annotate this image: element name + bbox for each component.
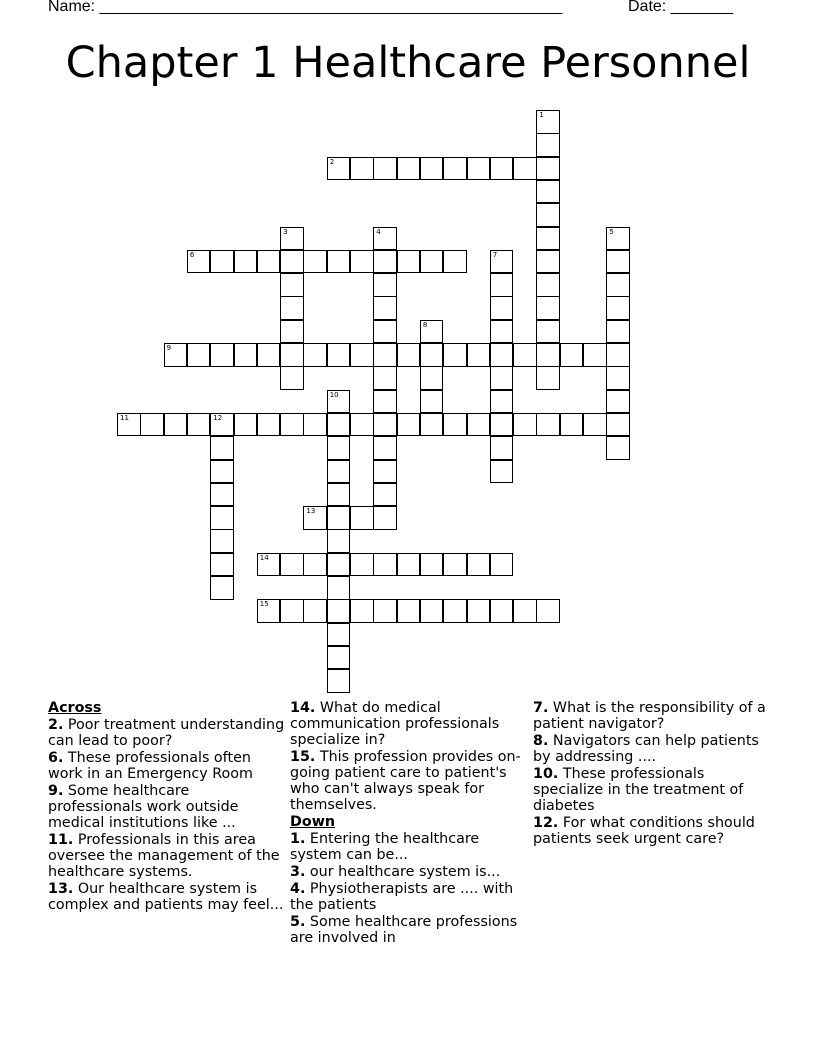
clue-text: Professionals in this area oversee the management of the healthcare systems. — [48, 832, 280, 880]
crossword-cell[interactable] — [513, 343, 537, 367]
crossword-cell[interactable] — [327, 669, 351, 693]
crossword-cell[interactable] — [350, 599, 374, 623]
clue-number-label: 3. — [290, 864, 306, 880]
clue-number-label: 9. — [48, 783, 64, 799]
crossword-cell[interactable] — [513, 599, 537, 623]
crossword-cell[interactable] — [397, 553, 421, 577]
crossword-cell[interactable] — [234, 250, 258, 274]
crossword-cell[interactable] — [560, 413, 584, 437]
crossword-cell[interactable] — [373, 296, 397, 320]
crossword-cell[interactable] — [443, 250, 467, 274]
crossword-cell[interactable] — [350, 553, 374, 577]
crossword-cell[interactable] — [280, 599, 304, 623]
crossword-cell[interactable] — [420, 157, 444, 181]
crossword-cell[interactable] — [257, 599, 281, 623]
crossword-cell[interactable] — [397, 250, 421, 274]
crossword-cell[interactable] — [536, 110, 560, 134]
crossword-cell[interactable] — [327, 646, 351, 670]
crossword-cell[interactable] — [606, 320, 630, 344]
clue-number-label: 7. — [533, 700, 549, 716]
crossword-cell[interactable] — [420, 553, 444, 577]
crossword-cell[interactable] — [327, 529, 351, 553]
crossword-cell[interactable] — [327, 343, 351, 367]
crossword-cell[interactable] — [280, 343, 304, 367]
crossword-cell[interactable] — [606, 366, 630, 390]
crossword-cell[interactable] — [467, 157, 491, 181]
crossword-cell[interactable] — [327, 506, 351, 530]
crossword-cell[interactable] — [234, 413, 258, 437]
crossword-cell[interactable] — [583, 413, 607, 437]
crossword-cell[interactable] — [397, 599, 421, 623]
crossword-cell[interactable] — [210, 576, 234, 600]
date-field-label: Date: _______ — [628, 0, 733, 15]
crossword-cell[interactable] — [490, 250, 514, 274]
crossword-cell[interactable] — [606, 413, 630, 437]
clue-item — [290, 914, 525, 946]
crossword-cell[interactable] — [490, 296, 514, 320]
clues-column-2 — [290, 700, 525, 947]
crossword-cell[interactable] — [606, 436, 630, 460]
crossword-cell[interactable] — [373, 157, 397, 181]
crossword-cell[interactable] — [373, 460, 397, 484]
crossword-cell[interactable] — [303, 506, 327, 530]
clue-item — [48, 881, 286, 913]
crossword-cell[interactable] — [583, 343, 607, 367]
crossword-cell[interactable] — [327, 623, 351, 647]
crossword-cell[interactable] — [210, 413, 234, 437]
crossword-cell[interactable] — [373, 343, 397, 367]
clue-text: Some healthcare professionals work outside medical institutions like ... — [48, 783, 239, 831]
clue-text: Our healthcare system is complex and patients may feel... — [48, 881, 284, 913]
clues-column-1 — [48, 700, 286, 914]
crossword-cell[interactable] — [536, 320, 560, 344]
crossword-cell[interactable] — [373, 390, 397, 414]
crossword-cell[interactable] — [420, 390, 444, 414]
crossword-cell[interactable] — [327, 576, 351, 600]
crossword-cell[interactable] — [443, 553, 467, 577]
clue-item — [48, 783, 286, 831]
clue-number-label: 14. — [290, 700, 316, 716]
crossword-cell[interactable] — [210, 483, 234, 507]
crossword-cell[interactable] — [280, 413, 304, 437]
clue-item — [533, 733, 773, 765]
crossword-cell[interactable] — [490, 273, 514, 297]
clue-number: 5 — [609, 227, 614, 236]
crossword-cell[interactable] — [350, 413, 374, 437]
crossword-cell[interactable] — [327, 599, 351, 623]
crossword-cell[interactable] — [490, 320, 514, 344]
crossword-cell[interactable] — [373, 320, 397, 344]
crossword-cell[interactable] — [606, 390, 630, 414]
crossword-cell[interactable] — [420, 343, 444, 367]
crossword-cell[interactable] — [490, 460, 514, 484]
crossword-cell[interactable] — [210, 553, 234, 577]
clue-number-label: 13. — [48, 881, 74, 897]
crossword-cell[interactable] — [257, 250, 281, 274]
crossword-cell[interactable] — [373, 273, 397, 297]
crossword-cell[interactable] — [210, 529, 234, 553]
crossword-cell[interactable] — [490, 343, 514, 367]
crossword-cell[interactable] — [513, 157, 537, 181]
crossword-cell[interactable] — [536, 273, 560, 297]
crossword-cell[interactable] — [187, 250, 211, 274]
crossword-cell[interactable] — [373, 436, 397, 460]
crossword-cell[interactable] — [420, 320, 444, 344]
crossword-cell[interactable] — [280, 366, 304, 390]
crossword-cell[interactable] — [373, 483, 397, 507]
crossword-cell[interactable] — [327, 157, 351, 181]
clue-number-label: 2. — [48, 717, 64, 733]
clue-number-label: 12. — [533, 815, 559, 831]
clue-number: 3 — [283, 227, 288, 236]
crossword-cell[interactable] — [373, 227, 397, 251]
crossword-cell[interactable] — [327, 250, 351, 274]
clue-item — [48, 750, 286, 782]
crossword-cell[interactable] — [536, 296, 560, 320]
crossword-cell[interactable] — [467, 553, 491, 577]
clue-text: What do medical communication professionals specialize in? — [290, 700, 500, 748]
crossword-cell[interactable] — [397, 157, 421, 181]
crossword-cell[interactable] — [327, 553, 351, 577]
crossword-cell[interactable] — [536, 203, 560, 227]
crossword-cell[interactable] — [373, 366, 397, 390]
crossword-cell[interactable] — [420, 250, 444, 274]
crossword-cell[interactable] — [443, 599, 467, 623]
crossword-cell[interactable] — [536, 133, 560, 157]
clue-text: This profession provides on-going patient care to patient's who can't always speak for themselves. — [290, 749, 521, 813]
crossword-cell[interactable] — [373, 413, 397, 437]
crossword-cell[interactable] — [210, 460, 234, 484]
crossword-cell[interactable] — [327, 390, 351, 414]
crossword-cell[interactable] — [536, 413, 560, 437]
crossword-cell[interactable] — [350, 343, 374, 367]
crossword-cell[interactable] — [513, 413, 537, 437]
crossword-cell[interactable] — [280, 273, 304, 297]
crossword-cell[interactable] — [536, 250, 560, 274]
clue-number: 11 — [120, 413, 129, 422]
clue-number: 8 — [422, 320, 428, 329]
clue-number: 14 — [259, 553, 269, 562]
clue-text: For what conditions should patients seek urgent care? — [533, 815, 755, 847]
crossword-cell[interactable] — [164, 343, 188, 367]
crossword-cell[interactable] — [210, 436, 234, 460]
clue-number-label: 15. — [290, 749, 316, 765]
crossword-cell[interactable] — [210, 343, 234, 367]
crossword-cell[interactable] — [467, 413, 491, 437]
crossword-cell[interactable] — [490, 599, 514, 623]
crossword-cell[interactable] — [234, 343, 258, 367]
section-heading-across: Across — [48, 700, 102, 716]
crossword-cell[interactable] — [327, 413, 351, 437]
clue-text: These professionals specialize in the treatment of diabetes — [533, 766, 744, 814]
crossword-cell[interactable] — [490, 413, 514, 437]
clue-number: 12 — [213, 413, 223, 422]
clues-column-3 — [533, 700, 773, 848]
clue-item — [533, 700, 773, 732]
crossword-cell[interactable] — [560, 343, 584, 367]
crossword-cell[interactable] — [420, 413, 444, 437]
crossword-cell[interactable] — [350, 506, 374, 530]
clue-number-label: 8. — [533, 733, 549, 749]
crossword-cell[interactable] — [606, 250, 630, 274]
clue-item — [290, 864, 525, 880]
crossword-cell[interactable] — [373, 553, 397, 577]
clue-number: 9 — [166, 344, 172, 352]
crossword-cell[interactable] — [443, 343, 467, 367]
clue-number: 4 — [376, 227, 381, 236]
clue-item — [290, 700, 525, 748]
crossword-cell[interactable] — [467, 343, 491, 367]
crossword-cell[interactable] — [327, 436, 351, 460]
crossword-cell[interactable] — [280, 227, 304, 251]
clue-item — [290, 749, 525, 813]
clue-number-label: 10. — [533, 766, 559, 782]
crossword-cell[interactable] — [536, 366, 560, 390]
crossword-cell[interactable] — [606, 273, 630, 297]
clue-text: Navigators can help patients by addressing .... — [533, 733, 759, 765]
clue-text: Physiotherapists are .... with the patients — [290, 881, 514, 913]
crossword-cell[interactable] — [303, 413, 327, 437]
crossword-cell[interactable] — [187, 343, 211, 367]
crossword-cell[interactable] — [536, 599, 560, 623]
crossword-cell[interactable] — [373, 506, 397, 530]
crossword-cell[interactable] — [280, 320, 304, 344]
crossword-cell[interactable] — [327, 460, 351, 484]
crossword-cell[interactable] — [327, 483, 351, 507]
crossword-cell[interactable] — [117, 413, 141, 437]
crossword-cell[interactable] — [303, 343, 327, 367]
clue-item — [533, 766, 773, 814]
crossword-cell[interactable] — [280, 553, 304, 577]
crossword-cell[interactable] — [210, 506, 234, 530]
clue-item — [290, 881, 525, 913]
clue-item — [48, 832, 286, 880]
crossword-cell[interactable] — [490, 436, 514, 460]
crossword-cell[interactable] — [373, 250, 397, 274]
crossword-cell[interactable] — [606, 227, 630, 251]
clue-number: 2 — [329, 157, 335, 166]
crossword-cell[interactable] — [210, 250, 234, 274]
page-title: Chapter 1 Healthcare Personnel — [65, 38, 751, 88]
crossword-cell[interactable] — [606, 343, 630, 367]
clue-item — [290, 831, 525, 863]
crossword-cell[interactable] — [420, 599, 444, 623]
crossword-cell[interactable] — [536, 227, 560, 251]
crossword-cell[interactable] — [443, 413, 467, 437]
clue-item — [48, 717, 286, 749]
clue-number-label: 5. — [290, 914, 306, 930]
clue-number: 10 — [329, 390, 339, 399]
crossword-cell[interactable] — [467, 599, 491, 623]
clue-number-label: 6. — [48, 750, 64, 766]
crossword-cell[interactable] — [257, 343, 281, 367]
crossword-cell[interactable] — [536, 180, 560, 204]
crossword-cell[interactable] — [303, 553, 327, 577]
crossword-cell[interactable] — [490, 553, 514, 577]
clue-text: our healthcare system is... — [305, 864, 501, 880]
crossword-cell[interactable] — [397, 413, 421, 437]
crossword-cell[interactable] — [490, 366, 514, 390]
crossword-cell[interactable] — [303, 250, 327, 274]
clue-number-label: 4. — [290, 881, 306, 897]
crossword-cell[interactable] — [280, 296, 304, 320]
clue-text: These professionals often work in an Emergency Room — [48, 750, 253, 782]
name-field-label: Name: ____________________________________________________ — [48, 0, 563, 15]
crossword-cell[interactable] — [420, 366, 444, 390]
clue-text: Poor treatment understanding can lead to poor? — [48, 717, 285, 749]
crossword-cell[interactable] — [373, 599, 397, 623]
clue-number: 6 — [189, 250, 195, 259]
crossword-cell[interactable] — [187, 413, 211, 437]
clue-number: 7 — [492, 250, 498, 259]
crossword-cell[interactable] — [350, 157, 374, 181]
crossword-cell[interactable] — [536, 157, 560, 181]
section-heading-down: Down — [290, 814, 336, 830]
crossword-cell[interactable] — [164, 413, 188, 437]
clue-text: Entering the healthcare system can be... — [290, 831, 480, 863]
clue-text: Some healthcare professions are involved in — [290, 914, 518, 946]
clue-number-label: 1. — [290, 831, 306, 847]
crossword-cell[interactable] — [257, 553, 281, 577]
clue-number: 1 — [539, 111, 544, 119]
clue-number: 13 — [306, 507, 316, 516]
clue-number-label: 11. — [48, 832, 74, 848]
crossword-cell[interactable] — [490, 390, 514, 414]
clue-number: 15 — [259, 600, 269, 609]
crossword-cell[interactable] — [606, 296, 630, 320]
crossword-cell[interactable] — [303, 599, 327, 623]
crossword-cell[interactable] — [490, 157, 514, 181]
crossword-cell[interactable] — [397, 343, 421, 367]
crossword-cell[interactable] — [443, 157, 467, 181]
crossword-cell[interactable] — [280, 250, 304, 274]
crossword-cell[interactable] — [350, 250, 374, 274]
crossword-cell[interactable] — [257, 413, 281, 437]
clue-text: What is the responsibility of a patient navigator? — [533, 700, 766, 732]
clue-item — [533, 815, 773, 847]
crossword-cell[interactable] — [140, 413, 164, 437]
crossword-cell[interactable] — [536, 343, 560, 367]
